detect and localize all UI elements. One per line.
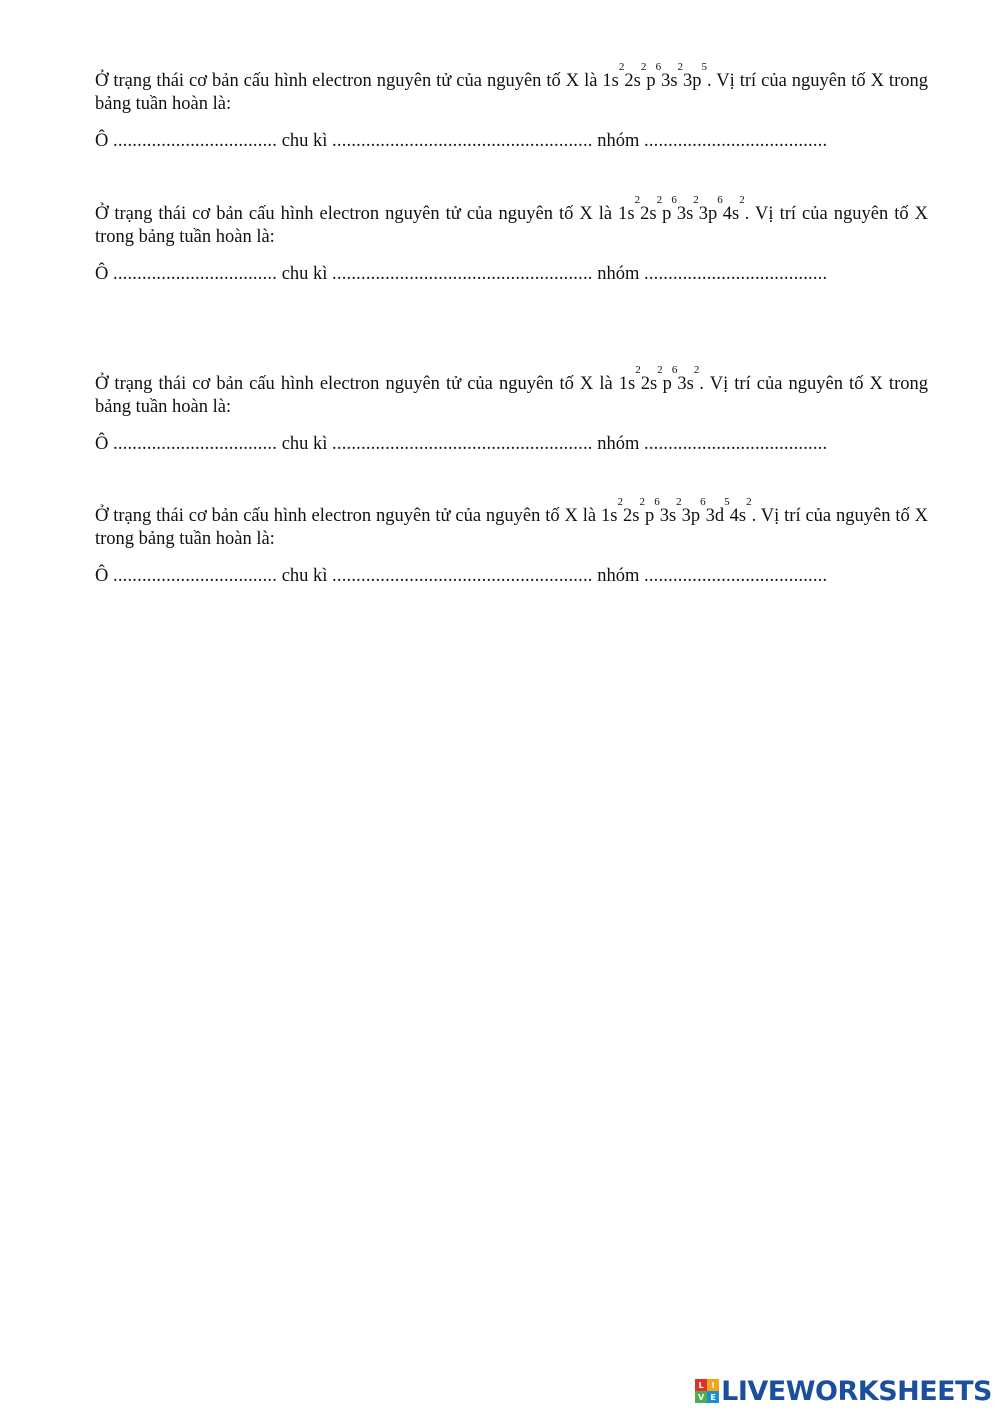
answer-line xyxy=(95,262,928,286)
question-stem xyxy=(95,364,928,419)
answer-line xyxy=(95,432,928,456)
group-label: nhóm xyxy=(597,434,640,454)
group-answer-blank[interactable]: ...................................... xyxy=(644,264,828,284)
stem-text: Ở trạng thái cơ bản cấu hình electron nguyên tử của nguyên tố X là xyxy=(95,204,619,224)
period-label: chu kì xyxy=(281,264,328,284)
logo-text: LIVEWORKSHEETS xyxy=(721,1375,992,1407)
question-3 xyxy=(95,364,928,456)
stem-text: Ở trạng thái cơ bản cấu hình electron nguyên tử của nguyên tố X là xyxy=(95,506,602,526)
stem-text-end: . Vị trí của nguyên tố X trong bảng tuần hoàn là: xyxy=(95,506,928,549)
stem-text-end: . Vị trí của nguyên tố X trong bảng tuần hoàn là: xyxy=(95,374,928,417)
group-label: nhóm xyxy=(597,131,640,151)
cell-label: Ô xyxy=(95,434,109,454)
logo-mark-tile: E xyxy=(707,1391,719,1403)
cell-answer-blank[interactable]: .................................. xyxy=(113,131,278,151)
stem-text: Ở trạng thái cơ bản cấu hình electron nguyên tử của nguyên tố X là xyxy=(95,374,619,394)
answer-line xyxy=(95,564,928,588)
logo-mark-tile: I xyxy=(707,1379,719,1391)
cell-answer-blank[interactable]: .................................. xyxy=(113,566,278,586)
question-4 xyxy=(95,496,928,588)
period-answer-blank[interactable]: ...................................................... xyxy=(332,434,593,454)
period-answer-blank[interactable]: ...................................................... xyxy=(332,131,593,151)
answer-line xyxy=(95,129,928,153)
cell-label: Ô xyxy=(95,131,109,151)
period-answer-blank[interactable]: ...................................................... xyxy=(332,566,593,586)
stem-text-end: . Vị trí của nguyên tố X trong bảng tuần hoàn là: xyxy=(95,204,928,247)
logo-mark-tile: V xyxy=(695,1391,707,1403)
electron-config: $1s^22s^2p^63s^23p^64s^2$ xyxy=(618,194,745,224)
liveworksheets-logo[interactable] xyxy=(695,1376,992,1406)
cell-label: Ô xyxy=(95,566,109,586)
period-answer-blank[interactable]: ...................................................... xyxy=(332,264,593,284)
electron-config: $1s^22s^2p^63s^23p^5$ xyxy=(602,61,708,91)
period-label: chu kì xyxy=(281,131,328,151)
group-answer-blank[interactable]: ...................................... xyxy=(644,131,828,151)
group-answer-blank[interactable]: ...................................... xyxy=(644,566,828,586)
period-label: chu kì xyxy=(281,434,328,454)
question-stem xyxy=(95,194,928,249)
cell-answer-blank[interactable]: .................................. xyxy=(113,264,278,284)
stem-text: Ở trạng thái cơ bản cấu hình electron nguyên tử của nguyên tố X là xyxy=(95,71,603,91)
cell-answer-blank[interactable]: .................................. xyxy=(113,434,278,454)
group-label: nhóm xyxy=(597,264,640,284)
question-1 xyxy=(95,61,928,153)
group-label: nhóm xyxy=(597,566,640,586)
group-answer-blank[interactable]: ...................................... xyxy=(644,434,828,454)
question-stem xyxy=(95,496,928,551)
logo-mark-tile: L xyxy=(695,1379,707,1391)
electron-config: $1s^22s^2p^63s^23p^63d^54s^2$ xyxy=(601,496,752,526)
electron-config: $1s^22s^2p^63s^2$ xyxy=(618,364,700,394)
question-stem xyxy=(95,61,928,116)
logo-mark-icon xyxy=(695,1379,719,1403)
cell-label: Ô xyxy=(95,264,109,284)
period-label: chu kì xyxy=(281,566,328,586)
question-2 xyxy=(95,194,928,286)
stem-text-end: . Vị trí của nguyên tố X trong bảng tuần hoàn là: xyxy=(95,71,928,114)
